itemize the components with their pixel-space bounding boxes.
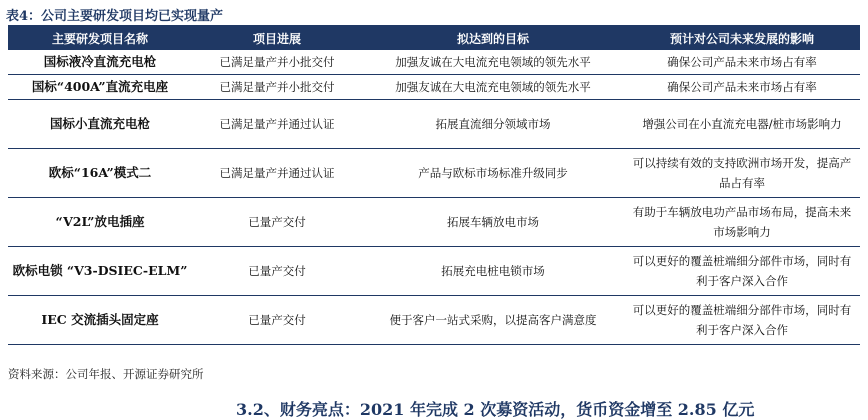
impact-cell: 有助于车辆放电功产品市场布局，提高未来市场影响力 <box>624 198 860 247</box>
goal-cell: 便于客户一站式采购，以提高客户满意度 <box>362 296 624 345</box>
column-header-impact: 预计对公司未来发展的影响 <box>624 26 860 50</box>
project-name-cell: 国标液冷直流充电枪 <box>8 50 192 75</box>
next-section-heading: 3.2、财务亮点：2021 年完成 2 次募资活动，货币资金增至 2.85 亿元 <box>236 400 755 419</box>
impact-cell: 可以持续有效的支持欧洲市场开发，提高产品占有率 <box>624 149 860 198</box>
table-row <box>8 50 860 75</box>
source-note: 资料来源：公司年报、开源证券研究所 <box>8 367 204 381</box>
progress-cell: 已量产交付 <box>192 296 362 345</box>
column-header-project: 主要研发项目名称 <box>8 26 192 50</box>
impact-cell: 确保公司产品未来市场占有率 <box>624 75 860 100</box>
impact-cell: 增强公司在小直流充电器/桩市场影响力 <box>624 100 860 149</box>
impact-cell: 确保公司产品未来市场占有率 <box>624 50 860 75</box>
progress-cell: 已满足量产并小批交付 <box>192 75 362 100</box>
goal-cell: 产品与欧标市场标准升级同步 <box>362 149 624 198</box>
table-row <box>8 75 860 100</box>
progress-cell: 已满足量产并通过认证 <box>192 149 362 198</box>
table-row <box>8 100 860 149</box>
project-name-cell: 欧标“16A”模式二 <box>8 149 192 198</box>
project-name-cell: 国标“400A”直流充电座 <box>8 75 192 100</box>
project-name-cell: 欧标电锁 “V3-DSIEC-ELM” <box>8 247 192 296</box>
table-row <box>8 198 860 247</box>
project-name-cell: “V2L”放电插座 <box>8 198 192 247</box>
table-caption: 表4：公司主要研发项目均已实现量产 <box>6 9 224 24</box>
column-header-goal: 拟达到的目标 <box>362 26 624 50</box>
goal-cell: 拓展直流细分领域市场 <box>362 100 624 149</box>
project-name-cell: 国标小直流充电枪 <box>8 100 192 149</box>
column-header-progress: 项目进展 <box>192 26 362 50</box>
goal-cell: 拓展充电桩电锁市场 <box>362 247 624 296</box>
table-row <box>8 149 860 198</box>
progress-cell: 已量产交付 <box>192 247 362 296</box>
progress-cell: 已满足量产并小批交付 <box>192 50 362 75</box>
table-row <box>8 296 860 345</box>
rd-projects-table <box>8 26 860 345</box>
table-row <box>8 247 860 296</box>
progress-cell: 已量产交付 <box>192 198 362 247</box>
table-header-row <box>8 26 860 50</box>
impact-cell: 可以更好的覆盖桩端细分部件市场，同时有利于客户深入合作 <box>624 247 860 296</box>
goal-cell: 拓展车辆放电市场 <box>362 198 624 247</box>
goal-cell: 加强友诚在大电流充电领域的领先水平 <box>362 75 624 100</box>
progress-cell: 已满足量产并通过认证 <box>192 100 362 149</box>
project-name-cell: IEC 交流插头固定座 <box>8 296 192 345</box>
goal-cell: 加强友诚在大电流充电领域的领先水平 <box>362 50 624 75</box>
impact-cell: 可以更好的覆盖桩端细分部件市场，同时有利于客户深入合作 <box>624 296 860 345</box>
